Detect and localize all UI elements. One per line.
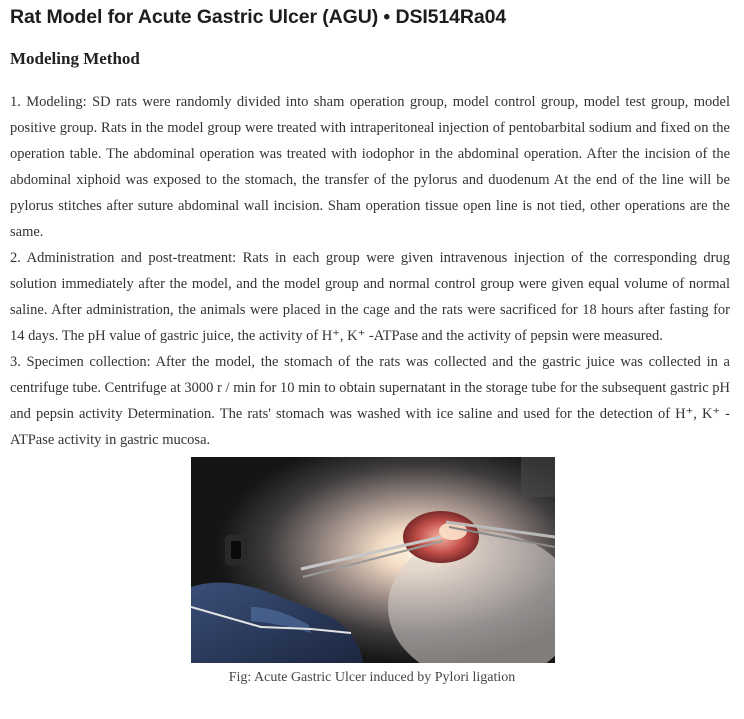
- paragraph-specimen-collection: 3. Specimen collection: After the model, the stomach of the rats was collected and the gastric juice was collected in a centrifuge tube. Centrifuge at 3000 r / min for 10 min to obtain supernatant in the storage tube for the subsequent gastric pH and pepsin activity Determination. The rats' stomach was washed with ice saline and used for the detection of H⁺, K⁺ -ATPase activity in gastric mucosa.: [10, 354, 730, 448]
- figure-caption: Fig: Acute Gastric Ulcer induced by Pylori ligation: [228, 670, 516, 685]
- section-heading: Modeling Method: [10, 49, 140, 68]
- surgery-photo: [191, 457, 555, 663]
- method-body: [10, 89, 730, 453]
- paragraph-modeling: 1. Modeling: SD rats were randomly divided into sham operation group, model control group, model test group, model positive group. Rats in the model group were treated with intraperitoneal injection of pentobarbital sodium and fixed on the operation table. The abdominal operation was treated with iodophor in the abdominal operation. After the incision of the abdominal xiphoid was exposed to the stomach, the transfer of the pylorus and duodenum At the end of the line will be pylorus stitches after suture abdominal wall incision. Sham operation tissue open line is not tied, other operations are the same.: [10, 94, 730, 240]
- page-title: Rat Model for Acute Gastric Ulcer (AGU) • DSI514Ra04: [10, 6, 507, 28]
- paragraph-administration: 2. Administration and post-treatment: Rats in each group were given intravenous injection of the corresponding drug solution immediately after the model, and the model group and normal control group were given equal volume of normal saline. After administration, the animals were placed in the cage and the rats were sacrificed for 18 hours after fasting for 14 days. The pH value of gastric juice, the activity of H⁺, K⁺ -ATPase and the activity of pepsin were measured.: [10, 250, 730, 344]
